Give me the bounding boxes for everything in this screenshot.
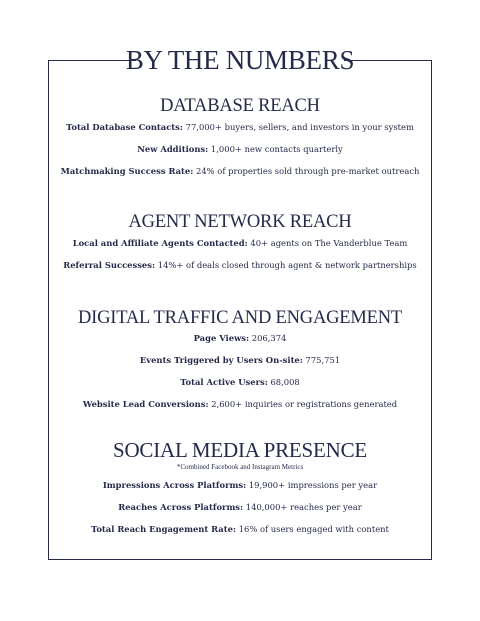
section-social-media-presence [48, 438, 432, 535]
stat-value: 24% of properties sold through pre-market outreach [193, 166, 420, 176]
stat-item [48, 238, 432, 249]
stat-item [48, 333, 432, 344]
stat-label: Total Database Contacts: [66, 122, 183, 132]
section-note: *Combined Facebook and Instagram Metrics [176, 463, 304, 471]
stat-value: 1,000+ new contacts quarterly [208, 144, 343, 154]
stat-value: 19,900+ impressions per year [246, 480, 378, 490]
stat-item [48, 122, 432, 133]
section-heading: DIGITAL TRAFFIC AND ENGAGEMENT [78, 308, 402, 328]
stat-value: 16% of users engaged with content [236, 524, 389, 534]
stat-value: 14%+ of deals closed through agent & network partnerships [155, 260, 417, 270]
stat-item [48, 260, 432, 271]
section-agent-network-reach [48, 211, 432, 271]
stat-label: Local and Affiliate Agents Contacted: [72, 238, 248, 248]
stat-item [48, 502, 432, 513]
stat-value: 68,008 [267, 377, 300, 387]
stat-item [48, 524, 432, 535]
stat-value: 77,000+ buyers, sellers, and investors in your system [182, 122, 414, 132]
stat-list [48, 333, 432, 410]
stat-item [48, 480, 432, 491]
section-heading: DATABASE REACH [160, 96, 320, 116]
stat-label: Website Lead Conversions: [82, 399, 209, 409]
stat-list [48, 122, 432, 177]
stat-item [48, 355, 432, 366]
stat-value: 40+ agents on The Vanderblue Team [247, 238, 408, 248]
stat-item [48, 399, 432, 410]
stat-item [48, 377, 432, 388]
stat-value: 206,374 [249, 333, 287, 343]
stat-value: 2,600+ inquiries or registrations generated [208, 399, 398, 409]
stat-label: Events Triggered by Users On-site: [139, 355, 303, 365]
section-heading: SOCIAL MEDIA PRESENCE [112, 438, 368, 462]
stat-item [48, 166, 432, 177]
stat-label: Referral Successes: [63, 260, 156, 270]
stat-label: Total Active Users: [180, 377, 268, 387]
section-database-reach [48, 95, 432, 177]
stat-label: Matchmaking Success Rate: [60, 166, 194, 176]
stat-item [48, 144, 432, 155]
stat-value: 140,000+ reaches per year [243, 502, 362, 512]
page-title: BY THE NUMBERS [125, 45, 355, 75]
stat-label: Reaches Across Platforms: [118, 502, 244, 512]
stat-label: Impressions Across Platforms: [102, 480, 247, 490]
stat-value: 775,751 [302, 355, 341, 365]
section-heading: AGENT NETWORK REACH [128, 212, 352, 232]
stat-label: Page Views: [193, 333, 250, 343]
stat-label: New Additions: [137, 144, 209, 154]
stat-list [48, 480, 432, 535]
section-digital-traffic [48, 307, 432, 410]
stat-label: Total Reach Engagement Rate: [91, 524, 237, 534]
stat-list [48, 238, 432, 271]
